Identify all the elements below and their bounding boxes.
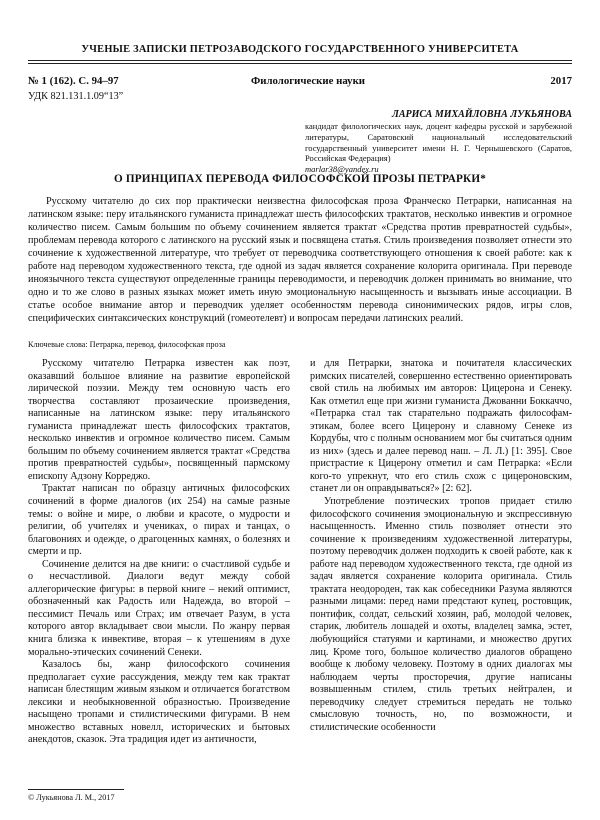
body-column-right <box>310 358 572 734</box>
keywords: Ключевые слова: Петрарка, перевод, философская проза <box>28 340 226 349</box>
article-title: О ПРИНЦИПАХ ПЕРЕВОДА ФИЛОСОФСКОЙ ПРОЗЫ ПЕТРАРКИ* <box>113 173 487 185</box>
author-email: marlar38@yandex.ru <box>305 164 379 175</box>
udc-code: УДК 821.131.1.09“13” <box>28 91 124 102</box>
body-paragraph: Употребление поэтических тропов придает стилю философского сочинения эмоциональную и экспрессивную насыщенность. Именно стиль позволяет отнести это сочинение к произведениям художественной литературы, поэтому переводчик должен подходить к своей работе, как к работе над переводом художественного текста, где одной из задач является сохранение колорита оригинала. Стиль трактата неодороден, так как собеседники Разума являются разными лицами: перед нами предстают купец, ростовщик, понтифик, солдат, сельский хозяин, раб, молодой человек, старик, любитель лошадей и охоты, владелец замка, эстет, любующийся статуями и картинами, и множество других лиц. Кроме того, большое количество диалогов обращено вообще к любому человеку. Поэтому в одних диалогах мы наблюдаем черты просторечия, другие написаны возвышенным стилем, стиль третьих нейтрален, и переводчику следует стремиться передать не только смысловую точность, но, по возможности, и стилистические особенности <box>310 496 572 733</box>
body-paragraph: Казалось бы, жанр философского сочинения предполагает сухие рассуждения, между тем как трактат написан блестящим живым языком и отличается богатством лексики и необыкновенной образностью. Произведение насыщено тропами и стилистическими фигурами. В нем множество вставных новелл, исторических и бытовых анекдотов, сказок. Эта традиция идет из античности, <box>28 659 290 746</box>
body-column-left <box>28 358 290 747</box>
body-paragraph: Трактат написан по образцу античных философских сочинений в форме диалогов (их 254) на самые разные темы: о войне и мире, о любви и красоте, о мудрости и религии, об учителях и учениках, о пирах и танцах, о благовониях и одежде, о драгоценных камнях, о болезнях и смерти и пр. <box>28 483 290 558</box>
abstract: Русскому читателю до сих пор практически неизвестна философская проза Франческо Петрарки, написанная на латинском языке: перу итальянского гуманиста принадлежат шесть философских трактатов, несколько инвектив и огромное количество писем. Самым большим по объему сочинением является трактат «Средства против превратностей судьбы», проблемам перевода которого с латинского на русский язык и посвящена статья. Стиль произведения позволяет отнести это сочинение к художественной литературе, что требует от переводчика соответствующего отношения к своей работе: как к работе над переводом художественного текста, где одной из задач является сохранение колорита оригинала. При переводе иноязычного текста существуют определенные границы переводимости, и переводчик должен принимать во внимание, что одно и то же слово в разных языках может иметь иную эмоциональную насыщенность и вызывать иные ассоциации. В статье особое внимание автор и переводчик уделяет особенностям перевода синонимических рядов, игры слов, специфических синтаксических конструкций (гомеотелевт) и вопросам передачи латинских реалий. <box>28 196 572 324</box>
body-paragraph-continued: и для Петрарки, знатока и почитателя классических римских писателей, совершенно естественно ориентировать свой стиль на любимых им авторов: Цицерона и Сенеку. Как отметил еще при жизни гуманиста Джованни Боккаччо, «Петрарка стал так старательно подражать философам-этикам, более всего Цицерону и славному Сенеке из Кордубы, что с полным основанием мог бы считаться одним из них» (здесь и далее перевод наш. – Л. Л.) [1: 395]. Свое пристрастие к Цицерону отметил и сам Петрарка: «Если кого-то упрекнут, что его стиль схож с цицероновским, станет ли он оправдываться?» [2: 62]. <box>310 358 572 495</box>
author-affiliation: кандидат филологических наук, доцент кафедры русской и зарубежной литературы, Саратовский национальный исследовательский государственный университет имени Н. Г. Чернышевского (Саратов, Российская Федерация) <box>305 121 572 164</box>
issue-year: 2017 <box>550 75 572 87</box>
header-rule-bottom <box>28 63 572 64</box>
copyright-notice: © Лукьянова Л. М., 2017 <box>28 793 115 802</box>
author-block <box>305 108 572 175</box>
journal-title: УЧЕНЫЕ ЗАПИСКИ ПЕТРОЗАВОДСКОГО ГОСУДАРСТВЕННОГО УНИВЕРСИТЕТА <box>81 44 519 55</box>
section-name: Филологические науки <box>250 75 366 87</box>
issue-meta-row <box>28 75 572 89</box>
author-name: ЛАРИСА МИХАЙЛОВНА ЛУКЬЯНОВА <box>391 109 572 120</box>
issue-number: № 1 (162). С. 94–97 <box>28 75 119 87</box>
body-paragraph: Русскому читателю Петрарка известен как поэт, оказавший большое влияние на развитие европейской лирической поэзии. Между тем основную часть его творчества составляют прозаические произведения, написанные на латинском языке: перу итальянского гуманиста принадлежат шесть философских трактатов, несколько инвектив и огромное количество писем. Самым большим по объему сочинением является трактат «Средства против превратностей судьбы», посвященный пармскому епископу Адзону Корреджо. <box>28 358 290 482</box>
header-rule-top <box>28 60 572 61</box>
footer-rule <box>28 789 124 790</box>
body-paragraph: Сочинение делится на две книги: о счастливой судьбе и о несчастливой. Диалоги ведут между собой аллегорические фигуры: в первой книге – некий оптимист, обозначенный как Радость или Надежда, во второй – пессимист Печаль или Страх; им отвечает Разум, в уста которого автор вкладывает свои мысли. По жанру первая книга близка к инвективе, вторая – к утешениям в духе морально-этических сочинений Сенеки. <box>28 558 290 658</box>
